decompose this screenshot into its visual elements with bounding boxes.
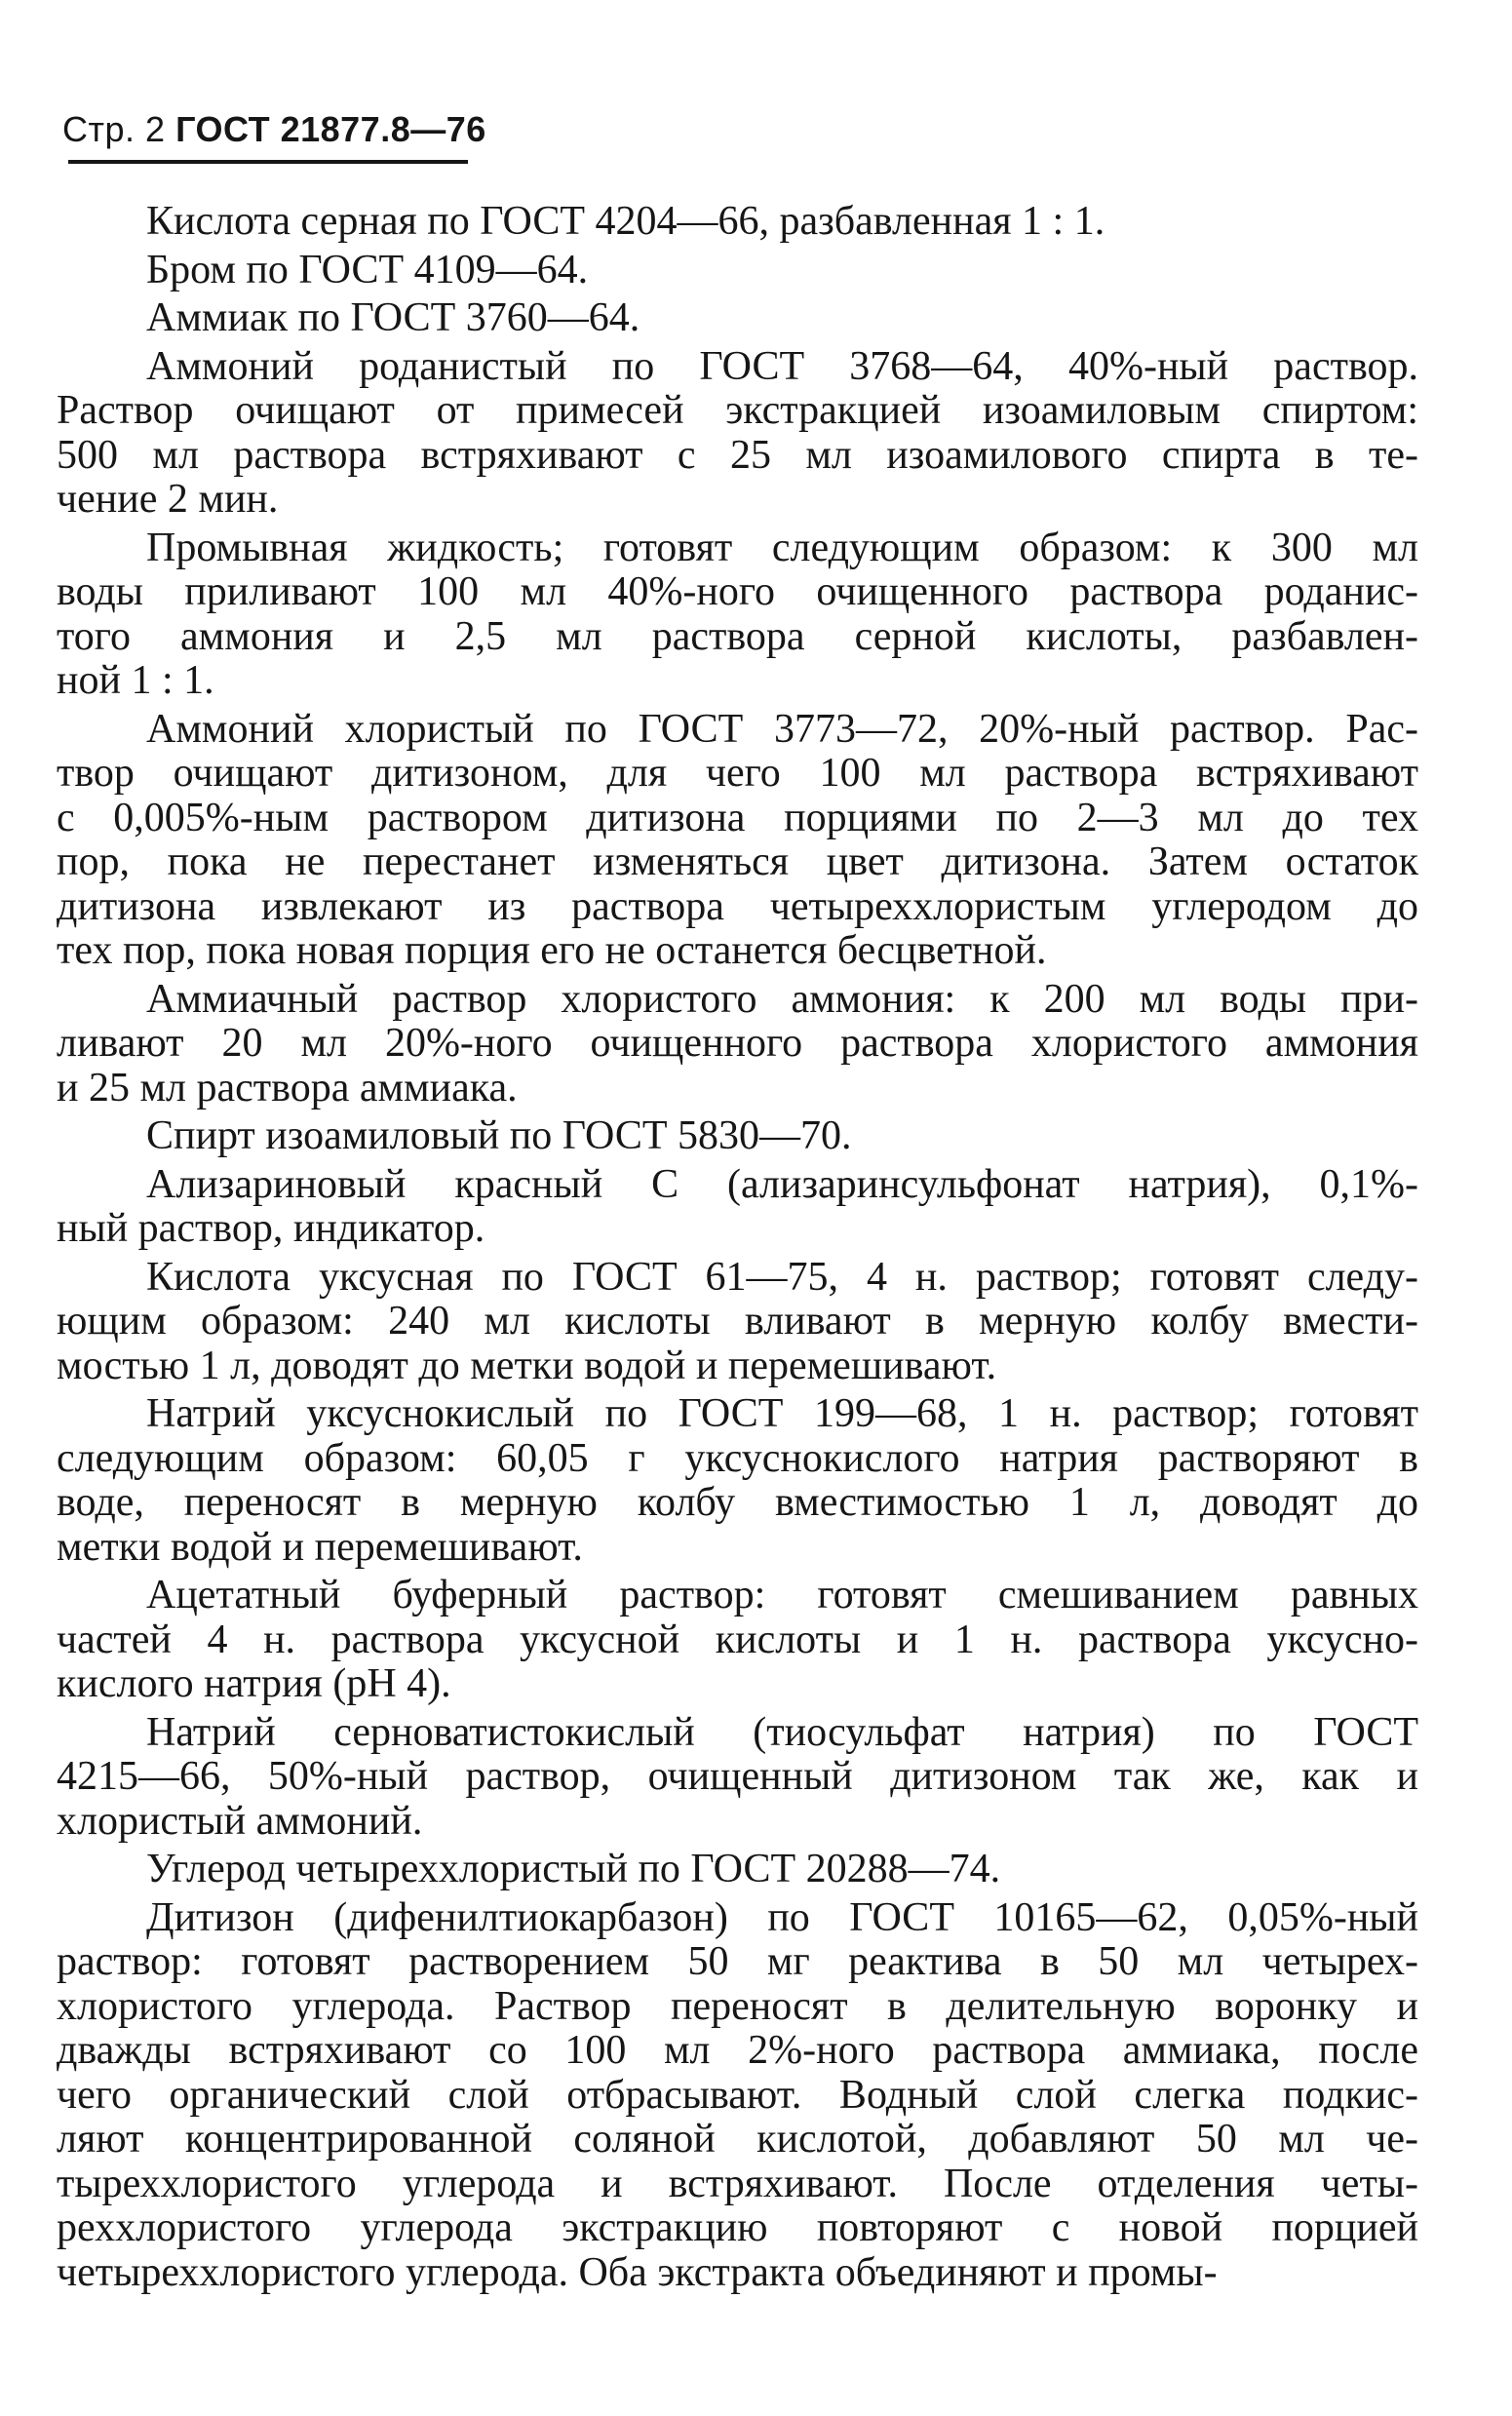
text-line: твор очищают дитизоном, для чего 100 мл раствора встряхивают	[57, 751, 1418, 796]
paragraph	[57, 976, 1418, 1111]
text-line: хлористого углерода. Раствор переносят в делительную воронку и	[57, 1983, 1418, 2029]
text-line: того аммония и 2,5 мл раствора серной кислоты, разбавлен-	[57, 613, 1418, 659]
paragraph	[57, 1391, 1418, 1570]
text-line: Углерод четыреххлористый по ГОСТ 20288—74.	[146, 1847, 1001, 1891]
text-line: Дитизон (дифенилтиокарбазон) по ГОСТ 10165—62, 0,05%-ный	[146, 1894, 1418, 1940]
text-line: и 25 мл раствора аммиака.	[57, 1065, 518, 1111]
text-line: чение 2 мин.	[57, 477, 279, 522]
text-line: раствор: готовят растворением 50 мг реактива в 50 мл четырех-	[57, 1939, 1418, 1984]
text-line: кислого натрия (pH 4).	[57, 1661, 451, 1706]
text-line: дважды встряхивают со 100 мл 2%-ного раствора аммиака, после	[57, 2028, 1418, 2073]
text-line: Раствор очищают от примесей экстракцией изоамиловым спиртом:	[57, 388, 1418, 433]
text-line: Натрий уксуснокислый по ГОСТ 199—68, 1 н. раствор; готовят	[146, 1391, 1418, 1436]
paragraph	[146, 200, 1418, 245]
paragraph	[57, 1573, 1418, 1707]
document-body	[57, 199, 1418, 2299]
text-line: Аммиачный раствор хлористого аммония: к 200 мл воды при-	[146, 976, 1418, 1022]
text-line: ляют концентрированной соляной кислотой, добавляют 50 мл че-	[57, 2117, 1418, 2162]
header-divider	[68, 160, 468, 164]
text-line: тыреххлористого углерода и встряхивают. После отделения четы-	[57, 2161, 1418, 2206]
paragraph	[57, 525, 1418, 704]
text-line: Аммиак по ГОСТ 3760—64.	[146, 295, 640, 340]
paragraph	[57, 1161, 1418, 1252]
text-line: пор, пока не перестанет изменяться цвет дитизона. Затем остаток	[57, 839, 1418, 884]
page-number-label: Стр. 2	[62, 109, 166, 149]
text-line: частей 4 н. раствора уксусной кислоты и 1 н. раствора уксусно-	[57, 1617, 1418, 1662]
text-line: Промывная жидкость; готовят следующим образом: к 300 мл	[146, 525, 1418, 570]
text-line: четыреххлористого углерода. Оба экстракта объединяют и промы-	[57, 2249, 1218, 2295]
text-line: Аммоний хлористый по ГОСТ 3773—72, 20%-ный раствор. Рас-	[146, 706, 1418, 752]
text-line: Бром по ГОСТ 4109—64.	[146, 247, 589, 292]
text-line: воде, переносят в мерную колбу вместимостью 1 л, доводят до	[57, 1480, 1418, 1525]
text-line: Кислота серная по ГОСТ 4204—66, разбавленная 1 : 1.	[146, 199, 1105, 244]
text-line: Аммоний роданистый по ГОСТ 3768—64, 40%-ный раствор.	[146, 343, 1418, 389]
paragraph	[57, 706, 1418, 974]
text-line: Ацетатный буферный раствор: готовят смешиванием равных	[146, 1573, 1418, 1617]
text-line: воды приливают 100 мл 40%-ного очищенного раствора роданис-	[57, 569, 1418, 614]
text-line: ющим образом: 240 мл кислоты вливают в мерную колбу вмести-	[57, 1299, 1418, 1344]
paragraph	[146, 296, 1418, 341]
text-line: Ализариновый красный С (ализаринсульфонат натрия), 0,1%-	[146, 1161, 1418, 1207]
text-line: ный раствор, индикатор.	[57, 1206, 485, 1251]
text-line: Натрий серноватистокислый (тиосульфат натрия) по ГОСТ	[146, 1709, 1418, 1755]
text-line: метки водой и перемешивают.	[57, 1524, 583, 1570]
paragraph	[57, 343, 1418, 523]
paragraph	[57, 1709, 1418, 1845]
text-line: мостью 1 л, доводят до метки водой и перемешивают.	[57, 1343, 997, 1388]
text-line: ливают 20 мл 20%-ного очищенного раствора хлористого аммония	[57, 1021, 1418, 1066]
paragraph	[146, 1114, 1418, 1159]
text-line: дитизона извлекают из раствора четыреххлористым углеродом до	[57, 883, 1418, 929]
text-line: реххлористого углерода экстракцию повторяют с новой порцией	[57, 2205, 1418, 2250]
text-line: следующим образом: 60,05 г уксуснокислого натрия растворяют в	[57, 1435, 1418, 1481]
text-line: чего органический слой отбрасывают. Водный слой слегка подкис-	[57, 2072, 1418, 2118]
text-line: 4215—66, 50%-ный раствор, очищенный дитизоном так же, как и	[57, 1754, 1418, 1799]
text-line: 500 мл раствора встряхивают с 25 мл изоамилового спирта в те-	[57, 432, 1418, 478]
paragraph	[57, 1254, 1418, 1389]
text-line: с 0,005%-ным раствором дитизона порциями по 2—3 мл до тех	[57, 795, 1418, 840]
paragraph	[146, 249, 1418, 293]
text-line: тех пор, пока новая порция его не останется бесцветной.	[57, 928, 1047, 973]
text-line: Спирт изоамиловый по ГОСТ 5830—70.	[146, 1113, 852, 1158]
paragraph	[57, 1894, 1418, 2296]
standard-designation: ГОСТ 21877.8—76	[175, 109, 486, 149]
page-header	[62, 109, 486, 150]
paragraph	[146, 1848, 1418, 1892]
text-line: ной 1 : 1.	[57, 658, 214, 703]
text-line: хлористый аммоний.	[57, 1798, 423, 1844]
text-line: Кислота уксусная по ГОСТ 61—75, 4 н. раствор; готовят следу-	[146, 1254, 1418, 1300]
